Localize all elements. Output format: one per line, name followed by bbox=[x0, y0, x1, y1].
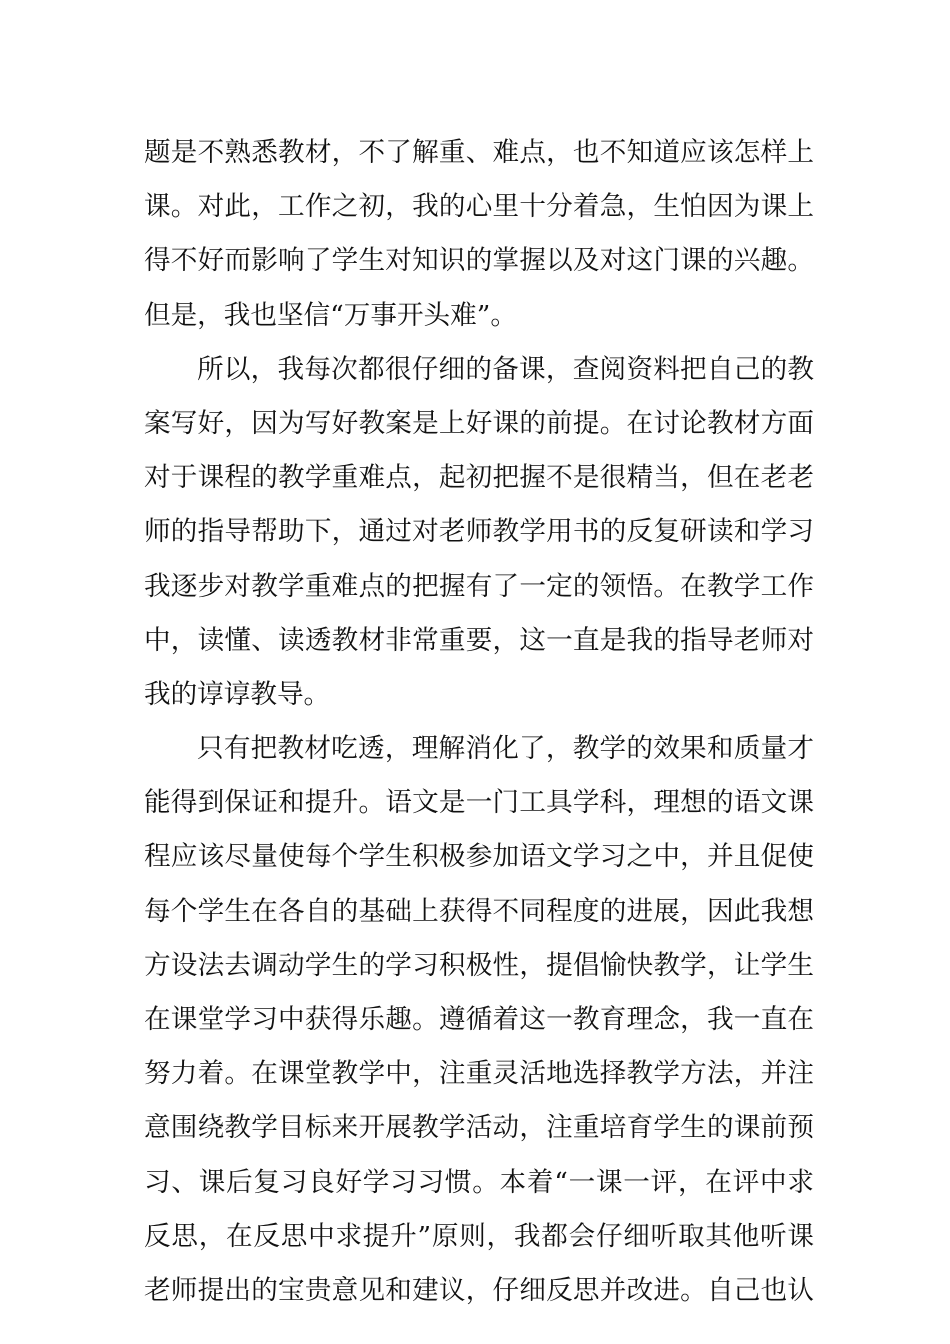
text-line: 中，读懂、读透教材非常重要，这一直是我的指导老师对 bbox=[144, 624, 814, 656]
text-line: 案写好，因为写好教案是上好课的前提。在讨论教材方面 bbox=[144, 407, 814, 439]
text-line: 得不好而影响了学生对知识的掌握以及对这门课的兴趣。 bbox=[144, 245, 814, 277]
paragraph-first-line: 只有把教材吃透，理解消化了，教学的效果和质量才 bbox=[197, 733, 814, 765]
text-line: 但是，我也坚信“万事开头难”。 bbox=[144, 299, 517, 331]
text-line: 课。对此，工作之初，我的心里十分着急，生怕因为课上 bbox=[144, 191, 814, 223]
body-text bbox=[144, 126, 814, 1318]
text-line: 每个学生在各自的基础上获得不同程度的进展，因此我想 bbox=[144, 895, 814, 927]
text-line: 方设法去调动学生的学习积极性，提倡愉快教学，让学生 bbox=[144, 949, 814, 981]
text-line: 习、课后复习良好学习习惯。本着“一课一评，在评中求 bbox=[144, 1166, 814, 1198]
text-line: 师的指导帮助下，通过对老师教学用书的反复研读和学习 bbox=[144, 516, 814, 548]
text-line: 老师提出的宝贵意见和建议，仔细反思并改进。自己也认 bbox=[144, 1274, 814, 1306]
text-line: 能得到保证和提升。语文是一门工具学科，理想的语文课 bbox=[144, 787, 814, 819]
text-line: 题是不熟悉教材，不了解重、难点，也不知道应该怎样上 bbox=[144, 137, 814, 168]
text-line: 在课堂学习中获得乐趣。遵循着这一教育理念，我一直在 bbox=[144, 1004, 814, 1035]
text-line: 我逐步对教学重难点的把握有了一定的领悟。在教学工作 bbox=[144, 570, 814, 602]
text-line: 意围绕教学目标来开展教学活动，注重培育学生的课前预 bbox=[144, 1112, 814, 1144]
text-line: 程应该尽量使每个学生积极参加语文学习之中，并且促使 bbox=[144, 841, 814, 873]
text-line: 对于课程的教学重难点，起初把握不是很精当，但在老老 bbox=[144, 462, 814, 494]
text-line: 努力着。在课堂教学中，注重灵活地选择教学方法，并注 bbox=[144, 1058, 814, 1090]
paragraph-first-line: 所以，我每次都很仔细的备课，查阅资料把自己的教 bbox=[197, 353, 814, 385]
text-line: 反思，在反思中求提升”原则，我都会仔细听取其他听课 bbox=[144, 1220, 814, 1252]
text-line: 我的谆谆教导。 bbox=[144, 678, 331, 710]
